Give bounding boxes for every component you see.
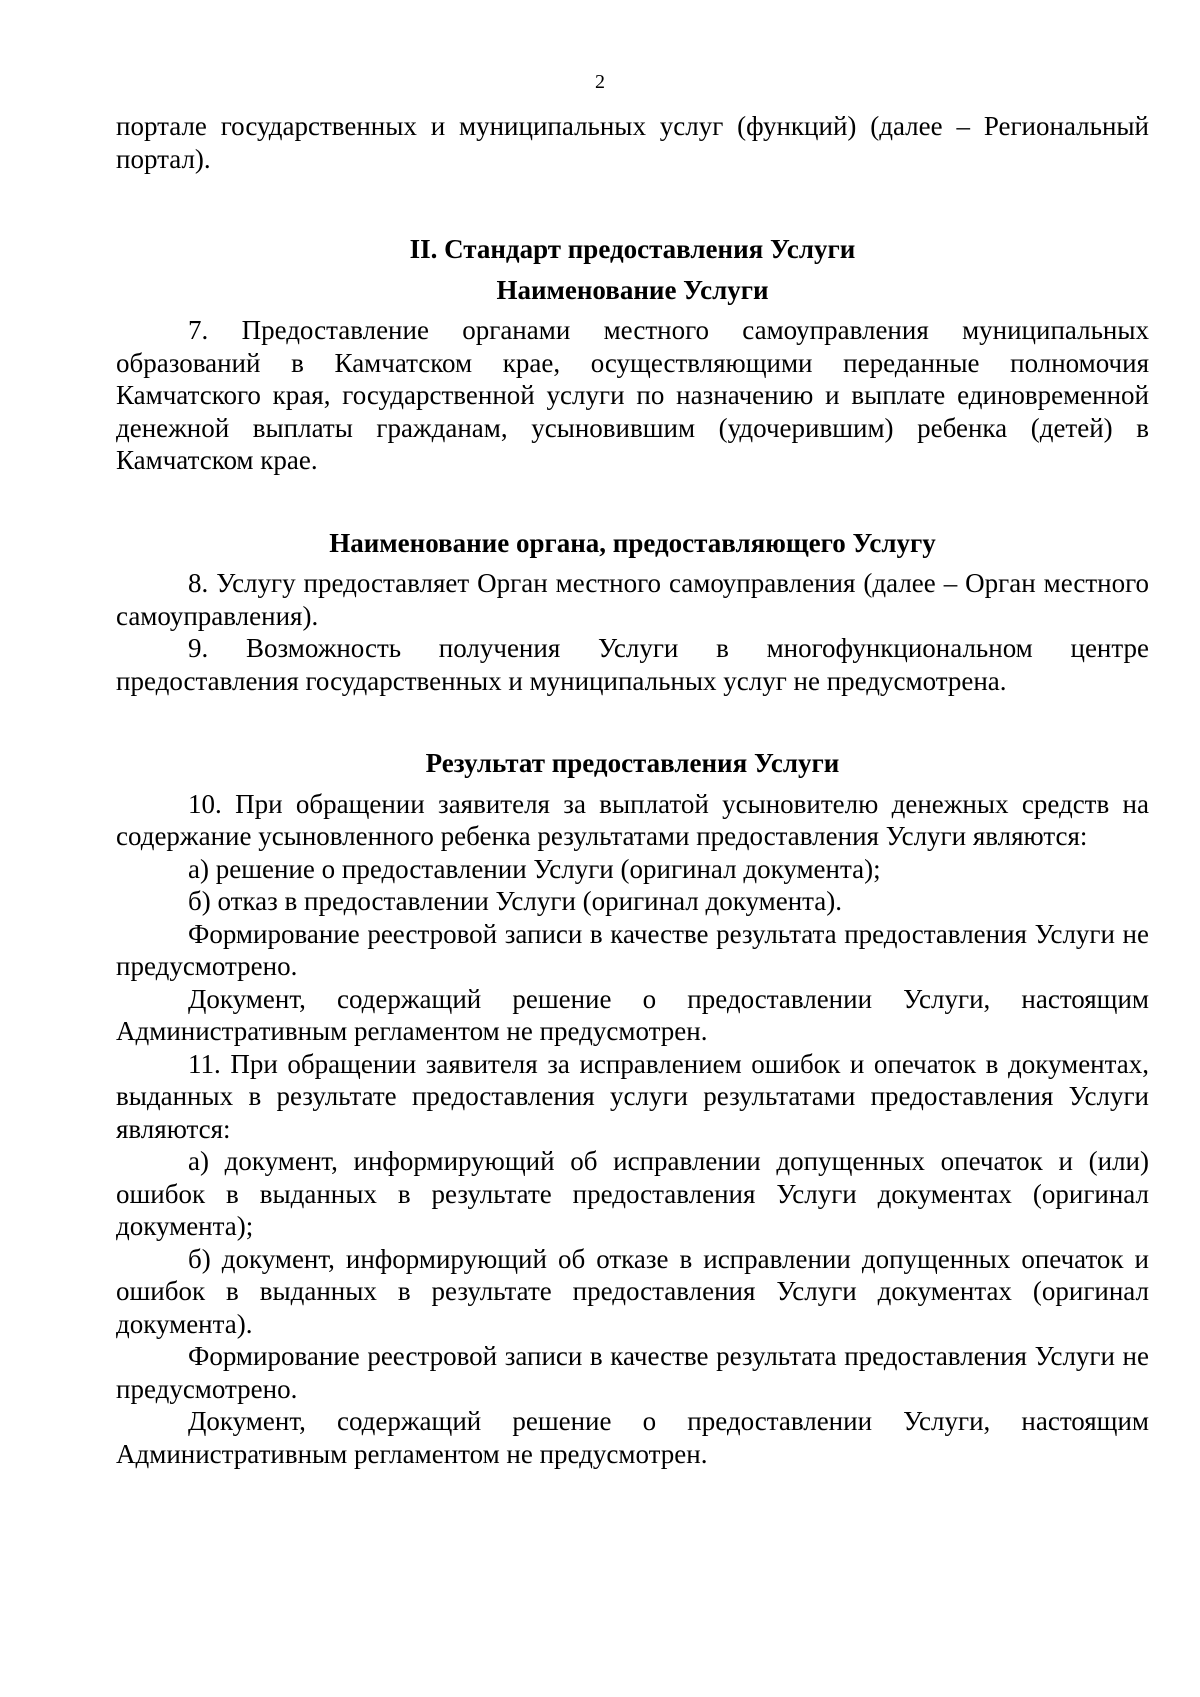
paragraph-9: 9. Возможность получения Услуги в многофункциональном центре предоставления государственных и муниципальных услуг не предусмотрена. (116, 633, 1149, 696)
paragraph-8: 8. Услугу предоставляет Орган местного самоуправления (далее – Орган местного самоуправления). (116, 568, 1149, 631)
paragraph-11-a: а) документ, информирующий об исправлении допущенных опечаток и (или) ошибок в выданных в результате предоставления Услуги документах (оригинал документа); (116, 1146, 1149, 1241)
intro-paragraph: порталe государственных и муниципальных услуг (функций) (далее – Региональный портал). (116, 111, 1149, 174)
paragraph-10: 10. При обращении заявителя за выплатой усыновителю денежных средств на содержание усыновленного ребенка результатами предоставления Услуги являются: (116, 788, 1149, 851)
paragraph-11-registry: Формирование реестровой записи в качестве результата предоставления Услуги не предусмотрено. (116, 1341, 1149, 1404)
paragraph-10-a: а) решение о предоставлении Услуги (оригинал документа); (188, 853, 881, 884)
paragraph-11-document: Документ, содержащий решение о предоставлении Услуги, настоящим Административным регламентом не предусмотрен. (116, 1406, 1149, 1469)
paragraph-7: 7. Предоставление органами местного самоуправления муниципальных образований в Камчатском крае, осуществляющими переданные полномочия Камчатского края, государственной услуги по назначению и выплате единовременной денежной выплаты гражданам, усыновившим (удочерившим) ребенка (детей) в Камчатском крае. (116, 315, 1149, 475)
paragraph-11: 11. При обращении заявителя за исправлением ошибок и опечаток в документах, выданных в результате предоставления услуги результатами предоставления Услуги являются: (116, 1048, 1149, 1144)
page-number: 2 (595, 71, 605, 93)
subsection-title-service-name: Наименование Услуги (496, 274, 769, 305)
paragraph-10-document: Документ, содержащий решение о предоставлении Услуги, настоящим Административным регламентом не предусмотрен. (116, 983, 1149, 1046)
subsection-title-result: Результат предоставления Услуги (425, 748, 840, 778)
paragraph-10-b: б) отказ в предоставлении Услуги (оригинал документа). (188, 886, 843, 916)
paragraph-11-b: б) документ, информирующий об отказе в исправлении допущенных опечаток и ошибок в выданных в результате предоставления Услуги документах (оригинал документа). (116, 1243, 1149, 1339)
subsection-title-authority: Наименование органа, предоставляющего Услугу (329, 527, 936, 558)
paragraph-10-registry: Формирование реестровой записи в качестве результата предоставления Услуги не предусмотрено. (116, 918, 1149, 981)
document-body (116, 110, 1149, 1470)
section-title: II. Стандарт предоставления Услуги (409, 234, 856, 264)
